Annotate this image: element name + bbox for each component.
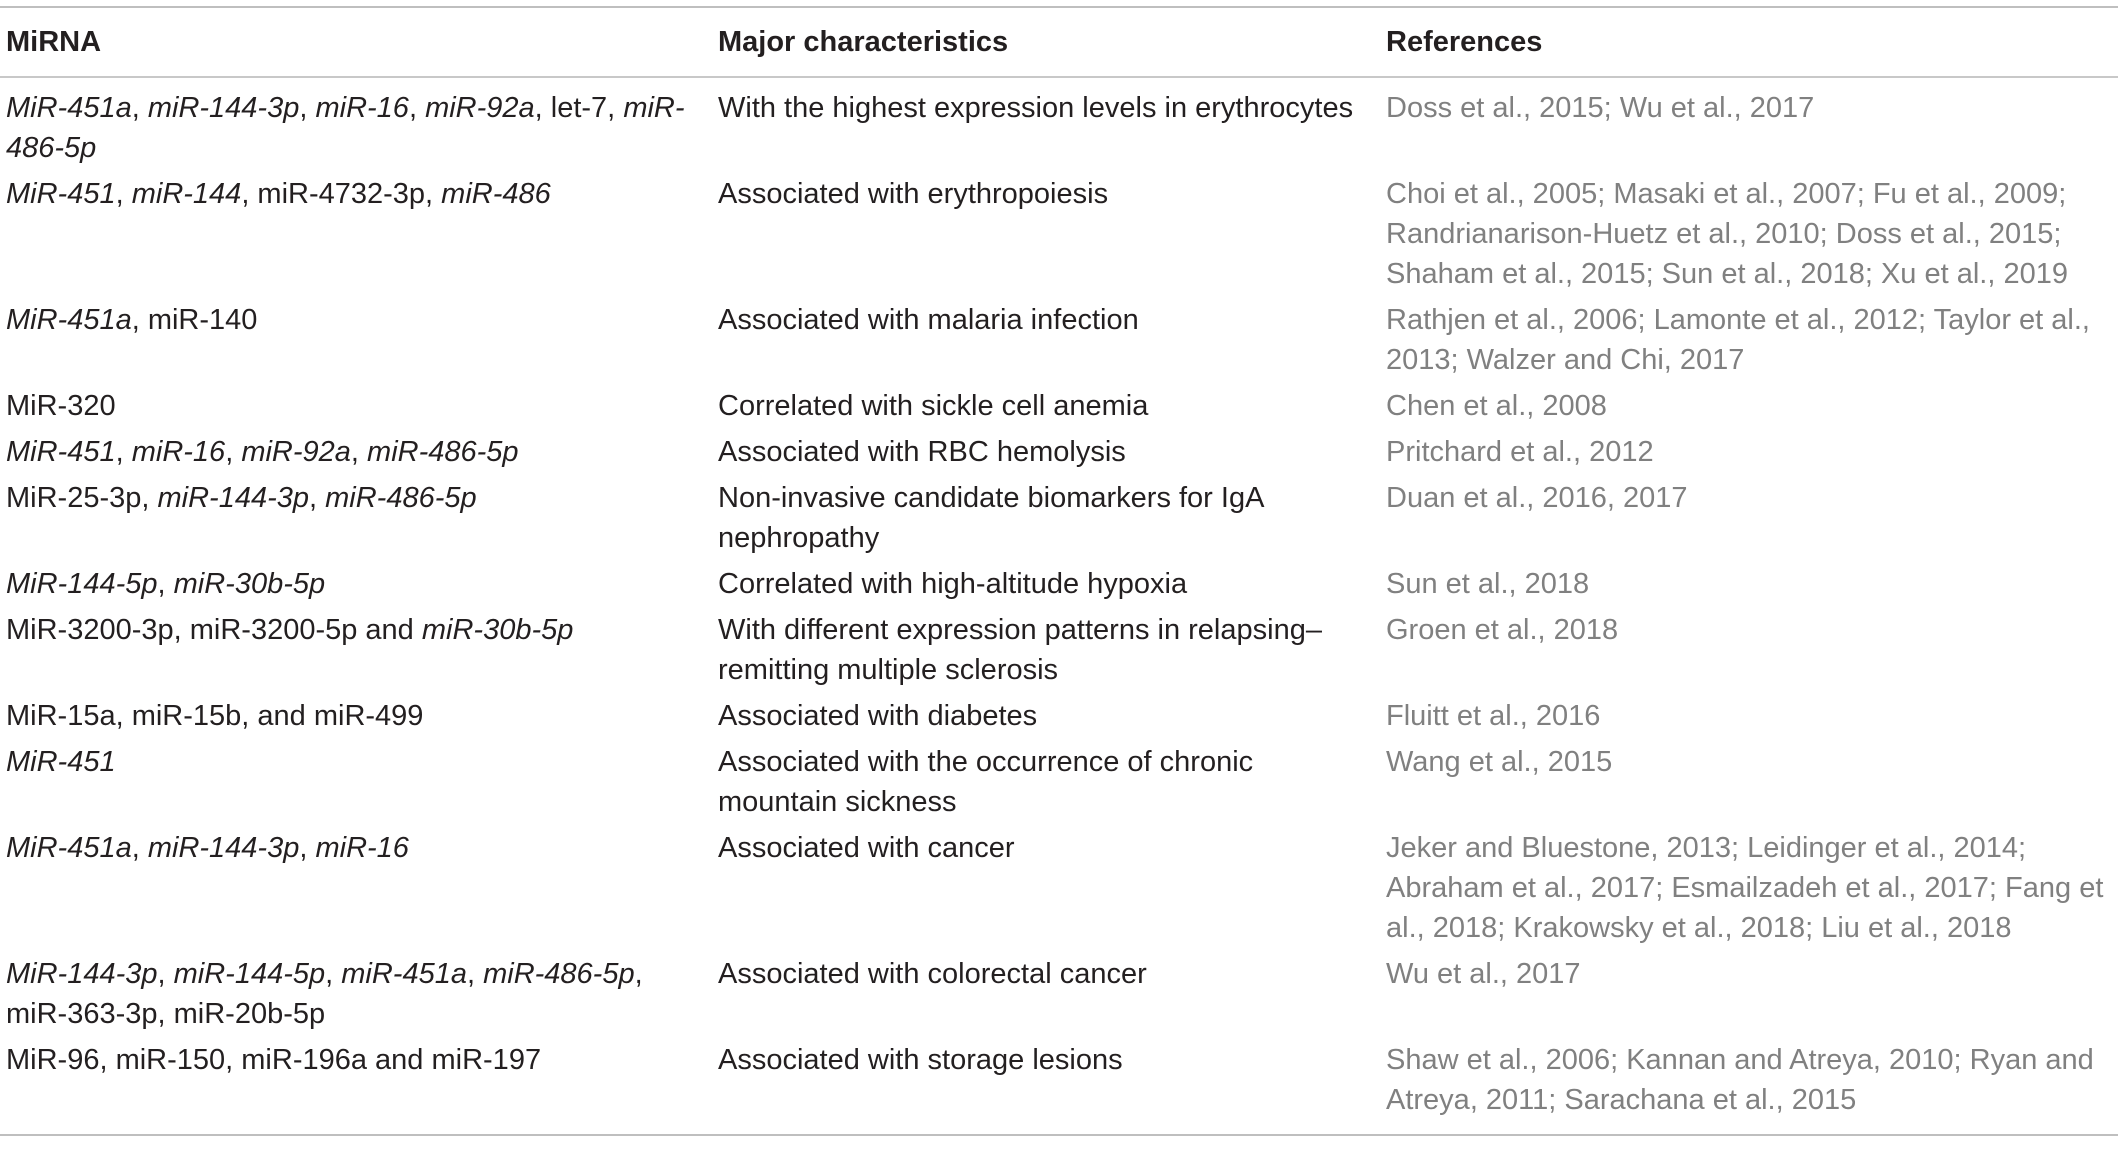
mirna-segment: miR-16 xyxy=(315,92,409,124)
mirna-segment: miR-144 xyxy=(131,178,242,210)
mirna-segment: miR-92a xyxy=(425,92,535,124)
cell-characteristics: Non-invasive candidate biomarkers for IgA nephropathy xyxy=(718,482,1263,554)
mirna-segment: miR-144-3p xyxy=(147,92,300,124)
cell-mirna xyxy=(0,948,712,1034)
table-row xyxy=(0,294,2118,380)
mirna-segment: miR-92a xyxy=(241,436,351,468)
mirna-segment: MiR-144-5p xyxy=(6,568,158,600)
cell-references: Jeker and Bluestone, 2013; Leidinger et al., 2014; Abraham et al., 2017; Esmailzadeh et al., 2017; Fang et al., 2018; Krakowsky et al., 2018; Liu et al., 2018 xyxy=(1386,832,2104,944)
cell-characteristics: With the highest expression levels in erythrocytes xyxy=(718,92,1354,124)
cell-references: Wu et al., 2017 xyxy=(1386,958,1581,990)
cell-references: Fluitt et al., 2016 xyxy=(1386,700,1601,732)
mirna-segment: , xyxy=(157,568,174,600)
mirna-segment: miR-16 xyxy=(131,436,226,468)
mirna-segment: MiR-3200-3p, miR-3200-5p and xyxy=(6,614,422,646)
mirna-segment: miR-144-5p xyxy=(173,958,326,990)
mirna-segment: , xyxy=(131,832,148,864)
cell-mirna xyxy=(0,558,712,604)
cell-mirna xyxy=(0,1034,712,1135)
cell-characteristics: Associated with cancer xyxy=(718,832,1015,864)
mirna-segment: MiR-451a xyxy=(6,92,132,124)
cell-mirna xyxy=(0,604,712,690)
table-row xyxy=(0,822,2118,948)
table-row xyxy=(0,1034,2118,1135)
mirna-segment: miR-30b-5p xyxy=(173,568,326,600)
cell-mirna xyxy=(0,77,712,168)
cell-characteristics: Associated with storage lesions xyxy=(718,1044,1123,1076)
mirna-segment: , xyxy=(131,92,148,124)
mirna-segment: MiR-96, miR-150, miR-196a and miR-197 xyxy=(6,1044,542,1076)
table-row xyxy=(0,948,2118,1034)
mirna-segment: MiR-451a xyxy=(6,304,132,336)
mirna-segment: , let-7, xyxy=(534,92,624,124)
cell-mirna xyxy=(0,472,712,558)
mirna-segment: MiR-451 xyxy=(6,746,116,778)
cell-characteristics: Associated with malaria infection xyxy=(718,304,1139,336)
mirna-segment: , xyxy=(408,92,426,124)
mirna-segment: MiR-320 xyxy=(6,390,116,422)
cell-characteristics: Correlated with high-altitude hypoxia xyxy=(718,568,1188,600)
mirna-table xyxy=(0,6,2118,1136)
table-row xyxy=(0,558,2118,604)
mirna-segment: MiR-451 xyxy=(6,436,116,468)
cell-mirna xyxy=(0,294,712,380)
table-row xyxy=(0,690,2118,736)
mirna-segment: , xyxy=(350,436,368,468)
cell-references: Rathjen et al., 2006; Lamonte et al., 2012; Taylor et al., 2013; Walzer and Chi, 2017 xyxy=(1386,304,2090,376)
cell-references: Groen et al., 2018 xyxy=(1386,614,1619,646)
mirna-segment: miR-486 xyxy=(441,178,551,210)
cell-references: Doss et al., 2015; Wu et al., 2017 xyxy=(1386,92,1815,124)
mirna-segment: , xyxy=(115,178,132,210)
mirna-segment: miR-16 xyxy=(315,832,409,864)
mirna-segment: , xyxy=(115,436,132,468)
mirna-segment: , miR-363-3p, miR-20b-5p xyxy=(6,958,643,1030)
mirna-segment: miR-451a xyxy=(341,958,467,990)
mirna-segment: miR-486-5p xyxy=(483,958,635,990)
table-row xyxy=(0,604,2118,690)
cell-mirna xyxy=(0,168,712,294)
mirna-segment: , xyxy=(299,832,316,864)
cell-references: Duan et al., 2016, 2017 xyxy=(1386,482,1688,514)
header-row xyxy=(0,7,2118,77)
cell-characteristics: Correlated with sickle cell anemia xyxy=(718,390,1149,422)
cell-mirna xyxy=(0,736,712,822)
mirna-segment: miR-486-5p xyxy=(325,482,477,514)
cell-references: Choi et al., 2005; Masaki et al., 2007; Fu et al., 2009; Randrianarison-Huetz et al., 2010; Doss et al., 2015; Shaham et al., 2015; Sun et al., 2018; Xu et al., 2019 xyxy=(1386,178,2068,290)
mirna-segment: , xyxy=(299,92,316,124)
cell-characteristics: Associated with erythropoiesis xyxy=(718,178,1109,210)
table-row xyxy=(0,426,2118,472)
cell-characteristics: Associated with diabetes xyxy=(718,700,1038,732)
table-row xyxy=(0,77,2118,168)
mirna-segment: miR-144-3p xyxy=(157,482,309,514)
cell-references: Pritchard et al., 2012 xyxy=(1386,436,1654,468)
table-row xyxy=(0,736,2118,822)
mirna-segment: , xyxy=(309,482,326,514)
table-header xyxy=(0,7,2118,77)
cell-characteristics: Associated with the occurrence of chronic mountain sickness xyxy=(718,746,1254,818)
mirna-segment: , xyxy=(157,958,174,990)
mirna-segment: , xyxy=(325,958,342,990)
table-row xyxy=(0,380,2118,426)
mirna-segment: miR-30b-5p xyxy=(421,614,574,646)
cell-characteristics: Associated with RBC hemolysis xyxy=(718,436,1126,468)
cell-mirna xyxy=(0,690,712,736)
mirna-segment: miR-486-5p xyxy=(6,92,685,164)
cell-references: Sun et al., 2018 xyxy=(1386,568,1590,600)
mirna-segment: , xyxy=(225,436,242,468)
mirna-segment: , miR-140 xyxy=(131,304,258,336)
mirna-segment: MiR-25-3p, xyxy=(6,482,158,514)
cell-mirna xyxy=(0,822,712,948)
mirna-segment: MiR-451 xyxy=(6,178,116,210)
cell-characteristics: With different expression patterns in relapsing–remitting multiple sclerosis xyxy=(718,614,1322,686)
mirna-segment: , xyxy=(466,958,484,990)
cell-mirna xyxy=(0,426,712,472)
mirna-segment: MiR-15a, miR-15b, and miR-499 xyxy=(6,700,424,732)
mirna-segment: , miR-4732-3p, xyxy=(241,178,442,210)
header-references: References xyxy=(1368,7,2118,77)
mirna-segment: miR-144-3p xyxy=(147,832,300,864)
header-characteristics: Major characteristics xyxy=(712,7,1368,77)
cell-mirna xyxy=(0,380,712,426)
mirna-segment: miR-486-5p xyxy=(367,436,519,468)
mirna-segment: MiR-451a xyxy=(6,832,132,864)
cell-characteristics: Associated with colorectal cancer xyxy=(718,958,1147,990)
cell-references: Shaw et al., 2006; Kannan and Atreya, 2010; Ryan and Atreya, 2011; Sarachana et al., 2015 xyxy=(1386,1044,2094,1116)
mirna-segment: MiR-144-3p xyxy=(6,958,158,990)
cell-references: Wang et al., 2015 xyxy=(1386,746,1613,778)
table-row xyxy=(0,168,2118,294)
cell-references: Chen et al., 2008 xyxy=(1386,390,1607,422)
header-mirna: MiRNA xyxy=(0,7,712,77)
table-row xyxy=(0,472,2118,558)
table-body xyxy=(0,77,2118,1135)
